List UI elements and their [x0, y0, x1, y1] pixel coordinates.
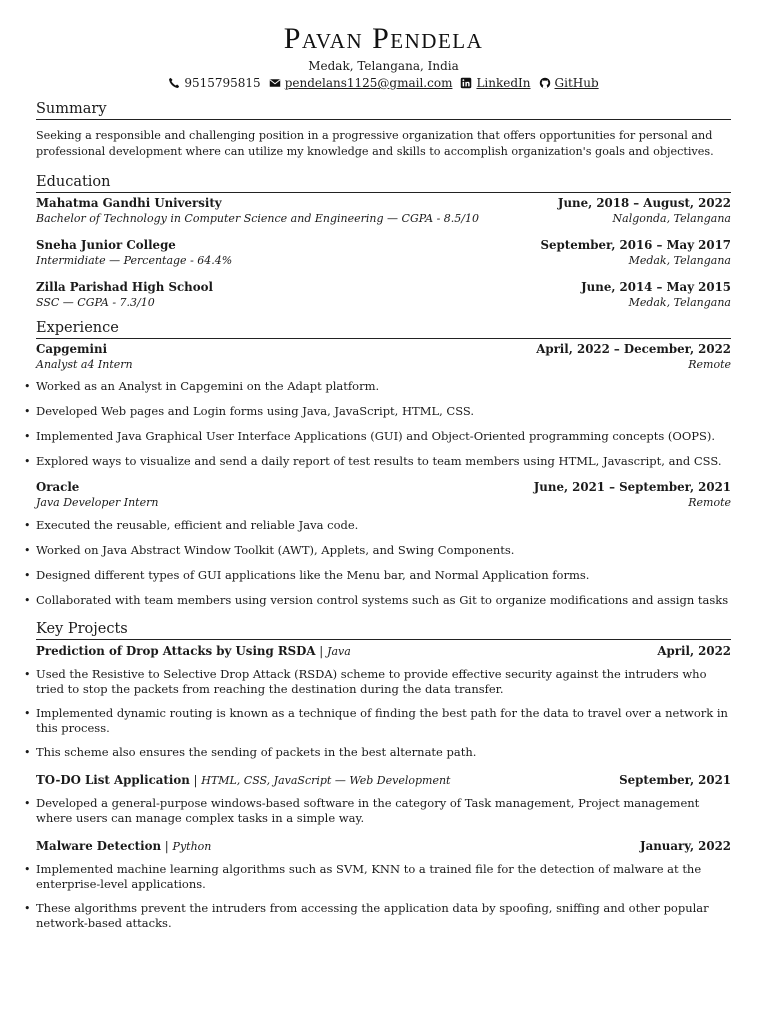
school-location: Medak, Telangana	[628, 254, 731, 267]
list-item: • Explored ways to visualize and send a daily report of test results to team members using HTML, Javascript, and CSS.	[36, 454, 731, 469]
project-date: April, 2022	[657, 644, 731, 658]
github-icon	[539, 77, 551, 89]
projects-section	[36, 620, 731, 931]
list-item: • Worked on Java Abstract Window Toolkit (AWT), Applets, and Swing Components.	[36, 543, 731, 558]
school-location: Nalgonda, Telangana	[612, 212, 731, 225]
project-date: September, 2021	[619, 773, 731, 787]
phone-icon	[168, 77, 180, 89]
email-link[interactable]: pendelans1125@gmail.com	[284, 76, 453, 90]
candidate-name: Pavan Pendela	[283, 22, 484, 55]
school-location: Medak, Telangana	[628, 296, 731, 309]
project-tech: Python	[172, 840, 212, 853]
education-entry	[36, 237, 731, 269]
school-name: Zilla Parishad High School	[36, 280, 213, 294]
linkedin-contact[interactable]	[460, 74, 530, 92]
education-entry	[36, 195, 731, 227]
experience-dates: June, 2021 – September, 2021	[533, 480, 731, 494]
project-bullets	[36, 862, 731, 931]
project-heading: TO-DO List Application | HTML, CSS, JavaScript — Web Development	[36, 773, 451, 787]
list-item: • These algorithms prevent the intruders from accessing the application data by spoofing, sniffing and other popular network-based attacks.	[36, 901, 731, 931]
job-role: Analyst a4 Intern	[36, 358, 133, 371]
project-date: January, 2022	[639, 839, 731, 853]
list-item: • Executed the reusable, efficient and reliable Java code.	[36, 518, 731, 533]
project-name: TO-DO List Application	[36, 773, 190, 787]
education-dates: September, 2016 – May 2017	[540, 238, 731, 252]
experience-dates: April, 2022 – December, 2022	[536, 342, 731, 356]
summary-text: Seeking a responsible and challenging position in a progressive organization that offers opportunities for personal and professional development where can utilize my knowledge and skills to accomplish organization's goals and objectives.	[36, 129, 714, 158]
list-item: • Designed different types of GUI applications like the Menu bar, and Normal Application forms.	[36, 568, 731, 583]
list-item: • This scheme also ensures the sending of packets in the best alternate path.	[36, 745, 731, 760]
experience-entry	[36, 479, 731, 608]
school-name: Mahatma Gandhi University	[36, 196, 222, 210]
resume-header	[36, 20, 731, 92]
section-title-projects: Key Projects	[36, 620, 731, 640]
project-tech: Java	[327, 645, 351, 658]
list-item: • Developed Web pages and Login forms using Java, JavaScript, HTML, CSS.	[36, 404, 731, 419]
candidate-location: Medak, Telangana, India	[308, 59, 459, 73]
project-heading: Prediction of Drop Attacks by Using RSDA | Java	[36, 644, 351, 658]
contact-bar	[36, 74, 731, 92]
github-link[interactable]: GitHub	[554, 76, 599, 90]
resume-page	[36, 0, 731, 931]
experience-bullets	[36, 379, 731, 469]
experience-entry	[36, 341, 731, 469]
linkedin-link[interactable]: LinkedIn	[476, 76, 531, 90]
list-item: • Implemented dynamic routing is known as a technique of finding the best path for the data to travel over a network in this process.	[36, 706, 731, 736]
email-contact[interactable]	[269, 74, 453, 92]
section-title-summary: Summary	[36, 100, 731, 120]
project-name: Malware Detection	[36, 839, 162, 853]
envelope-icon	[269, 77, 281, 89]
project-bullets	[36, 667, 731, 760]
list-item: • Used the Resistive to Selective Drop Attack (RSDA) scheme to provide effective security against the intruders who tried to stop the packets from reaching the destination during the data transfer.	[36, 667, 731, 697]
project-name: Prediction of Drop Attacks by Using RSDA	[36, 644, 316, 658]
education-section	[36, 173, 731, 311]
experience-bullets	[36, 518, 731, 608]
school-name: Sneha Junior College	[36, 238, 176, 252]
project-entry	[36, 643, 731, 760]
degree-info: Intermidiate — Percentage - 64.4%	[36, 254, 233, 267]
degree-info: SSC — CGPA - 7.3/10	[36, 296, 155, 309]
phone-contact[interactable]	[168, 74, 260, 92]
project-tech: HTML, CSS, JavaScript — Web Development	[201, 774, 451, 787]
section-title-experience: Experience	[36, 319, 731, 339]
degree-info: Bachelor of Technology in Computer Science and Engineering — CGPA - 8.5/10	[36, 212, 479, 225]
section-title-education: Education	[36, 173, 731, 193]
job-role: Java Developer Intern	[36, 496, 159, 509]
education-dates: June, 2018 – August, 2022	[557, 196, 731, 210]
project-heading: Malware Detection | Python	[36, 839, 212, 853]
project-bullets	[36, 796, 731, 826]
github-contact[interactable]	[539, 74, 599, 92]
list-item: • Developed a general-purpose windows-based software in the category of Task management, Project management where users can manage complex tasks in a simple way.	[36, 796, 731, 826]
list-item: • Worked as an Analyst in Capgemini on the Adapt platform.	[36, 379, 731, 394]
list-item: • Implemented machine learning algorithms such as SVM, KNN to a trained file for the detection of malware at the enterprise-level applications.	[36, 862, 731, 892]
project-entry	[36, 772, 731, 826]
list-item: • Collaborated with team members using version control systems such as Git to organize modifications and assign tasks	[36, 593, 731, 608]
phone-number: 9515795815	[184, 76, 261, 90]
list-item: • Implemented Java Graphical User Interface Applications (GUI) and Object-Oriented programming concepts (OOPS).	[36, 429, 731, 444]
project-entry	[36, 838, 731, 931]
education-entry	[36, 279, 731, 311]
job-location: Remote	[688, 358, 731, 371]
company-name: Oracle	[36, 480, 80, 494]
linkedin-icon	[460, 77, 472, 89]
job-location: Remote	[688, 496, 731, 509]
company-name: Capgemini	[36, 342, 108, 356]
summary-section	[36, 100, 731, 160]
education-dates: June, 2014 – May 2015	[581, 280, 731, 294]
experience-section	[36, 319, 731, 608]
